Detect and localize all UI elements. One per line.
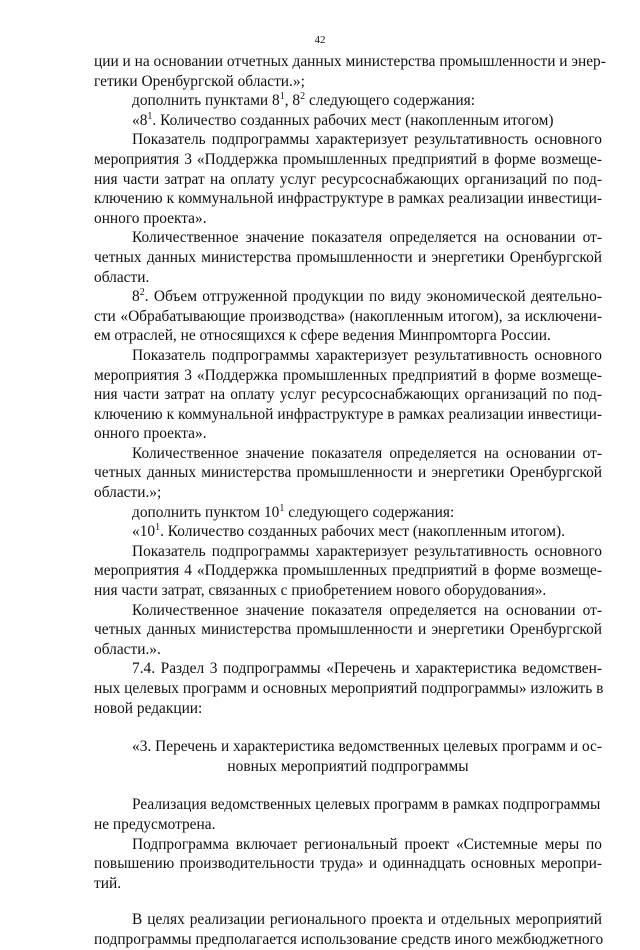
text-run: . Количество созданных рабочих мест (накопленным итогом) (152, 111, 554, 129)
text-run: четных данных министерства промышленности и энергетики Оренбургской (94, 464, 602, 482)
text-line (94, 483, 602, 503)
text-run: ных целевых программ и основных мероприятий подпрограммы» изложить в (94, 680, 604, 697)
paragraph-gap (94, 776, 602, 795)
text-line (94, 287, 602, 307)
text-run: Показатель подпрограммы характеризует результативность основного (132, 346, 602, 364)
text-line (94, 835, 602, 855)
text-run: Количественное значение показателя определяется на основании от- (132, 444, 602, 462)
superscript: 2 (139, 287, 145, 299)
text-run: ния части затрат на оплату услуг ресурсоснабжающих организаций по под- (94, 386, 602, 404)
text-run: мероприятия 3 «Поддержка промышленных предприятий в форме возмеще- (94, 366, 602, 384)
text-line (94, 444, 602, 464)
text-line (94, 405, 602, 425)
text-run: ции и на основании отчетных данных министерства промышленности и энер- (94, 53, 606, 70)
text-run: области.». (94, 640, 161, 658)
text-run: ем отраслей, не относящихся к сфере ведения Минпромторга России. (94, 327, 551, 345)
text-line (94, 307, 602, 327)
superscript: 1 (147, 110, 153, 122)
text-run: области.»; (94, 484, 162, 502)
text-run: Количественное значение показателя определяется на основании от- (132, 601, 602, 619)
page-number: 42 (314, 34, 326, 46)
text-line (94, 522, 602, 542)
text-line (94, 150, 602, 170)
text-run: 8 (132, 288, 140, 306)
text-run: «10 (132, 523, 156, 541)
text-run: области. (94, 268, 150, 286)
text-line (94, 72, 602, 92)
text-run: , 8 (284, 92, 301, 110)
superscript: 2 (300, 91, 306, 103)
text-run: не предусмотрена. (94, 815, 216, 833)
text-line (94, 795, 602, 815)
text-run: дополнить пунктами 8 (132, 92, 280, 110)
text-line (94, 346, 602, 366)
text-line (94, 424, 602, 444)
text-line (94, 130, 602, 150)
text-line (94, 463, 602, 483)
text-run: В целях реализации регионального проекта и отдельных мероприятий (132, 911, 602, 929)
text-line (94, 326, 602, 346)
text-run: 7.4. Раздел 3 подпрограммы «Перечень и характеристика ведомствен- (132, 660, 602, 678)
text-run: ключению к коммунальной инфраструктуре в рамках реализации инвестици- (94, 190, 602, 208)
text-run: сти «Обрабатывающие производства» (накопленным итогом), за исключени- (94, 307, 602, 325)
paragraph-gap (94, 893, 602, 910)
text-run: гетики Оренбургской области.»; (94, 72, 305, 90)
text-run: подпрограммы предполагается использование средств иного межбюджетного (94, 930, 604, 948)
text-line (94, 111, 602, 131)
text-run: онного проекта». (94, 425, 207, 443)
text-run: Реализация ведомственных целевых программ в рамках подпрограммы (132, 796, 601, 814)
text-run: ния части затрат на оплату услуг ресурсоснабжающих организаций по под- (94, 170, 602, 188)
text-line (94, 910, 602, 930)
text-line (94, 268, 602, 288)
text-line (94, 581, 602, 601)
text-line (94, 209, 602, 229)
text-run: новных мероприятий подпрограммы (227, 757, 469, 775)
text-run: четных данных министерства промышленности и энергетики Оренбургской (94, 248, 602, 266)
text-line (94, 620, 602, 640)
text-run: мероприятия 4 «Поддержка промышленных предприятий в форме возмеще- (94, 562, 602, 580)
text-run: онного проекта». (94, 209, 207, 227)
paragraph-gap (94, 718, 602, 737)
text-line (94, 542, 602, 562)
text-line (94, 170, 602, 190)
text-run: «8 (132, 111, 148, 129)
text-run: дополнить пунктом 10 (132, 503, 280, 521)
text-run: . Количество созданных рабочих мест (накопленным итогом). (160, 523, 566, 541)
text-line (94, 385, 602, 405)
superscript: 1 (279, 91, 285, 103)
text-run: ключению к коммунальной инфраструктуре в рамках реализации инвестици- (94, 405, 602, 423)
text-line (94, 659, 602, 679)
text-line (94, 601, 602, 621)
text-line (94, 737, 602, 757)
superscript: 1 (155, 522, 161, 534)
text-line (94, 561, 602, 581)
text-run: ния части затрат, связанных с приобретением нового оборудования». (94, 582, 547, 600)
text-run: Показатель подпрограммы характеризует результативность основного (132, 542, 602, 560)
superscript: 1 (279, 502, 285, 514)
text-run: следующего содержания: (284, 503, 455, 521)
text-line (94, 366, 602, 386)
text-line (94, 228, 602, 248)
text-line (94, 854, 602, 874)
text-run: четных данных министерства промышленности и энергетики Оренбургской (94, 621, 602, 639)
text-line (94, 503, 602, 523)
text-line (94, 679, 602, 699)
text-run: новой редакции: (94, 699, 203, 717)
text-line (94, 757, 602, 777)
text-run: мероприятия 3 «Поддержка промышленных предприятий в форме возмеще- (94, 150, 602, 168)
text-line (94, 52, 606, 72)
text-line (94, 248, 602, 268)
text-run: повышению производительности труда» и одиннадцать основных меропри- (94, 855, 602, 873)
text-line (94, 874, 602, 894)
text-line (94, 640, 602, 660)
text-line (94, 930, 602, 950)
text-run: следующего содержания: (305, 92, 476, 110)
text-run: Количественное значение показателя определяется на основании от- (132, 229, 602, 247)
document-body (94, 52, 606, 950)
text-line (94, 91, 602, 111)
text-line (94, 815, 602, 835)
text-line (94, 699, 602, 719)
text-run: тий. (94, 874, 122, 892)
text-line (94, 189, 602, 209)
text-run: Показатель подпрограммы характеризует результативность основного (132, 131, 602, 149)
text-run: Подпрограмма включает региональный проект «Системные меры по (132, 835, 602, 853)
text-run: . Объем отгруженной продукции по виду экономической деятельно- (144, 288, 602, 306)
text-run: «3. Перечень и характеристика ведомственных целевых программ и ос- (132, 738, 602, 756)
